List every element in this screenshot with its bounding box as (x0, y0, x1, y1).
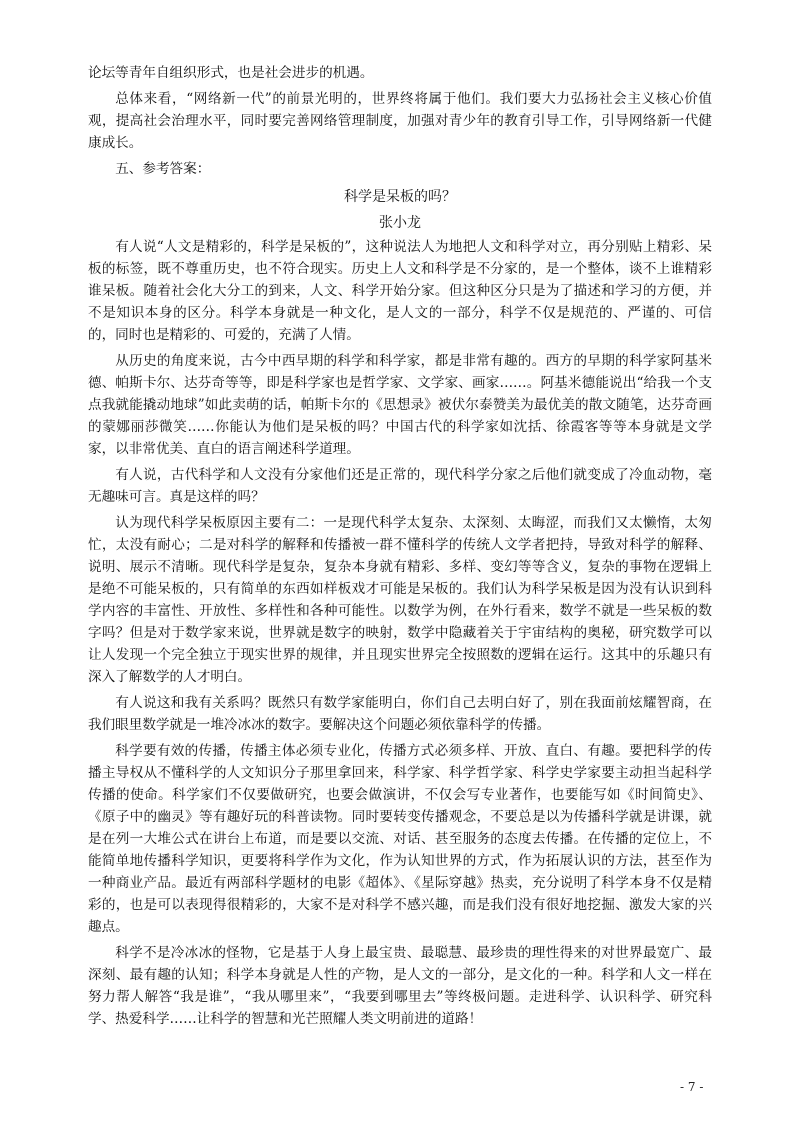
essay-paragraph: 有人说，古代科学和人文没有分家他们还是正常的，现代科学分家之后他们就变成了冷血动物，毫无趣味可言。真是这样的吗？ (88, 467, 712, 505)
page-number: - 7 - (680, 1080, 704, 1094)
essay-author: 张小龙 (379, 215, 421, 231)
opening-paragraph: 论坛等青年自组织形式，也是社会进步的机遇。 (88, 65, 374, 81)
essay-paragraph: 科学不是冷冰冰的怪物，它是基于人身上最宝贵、最聪慧、最珍贵的理性得来的对世界最宽广、最深刻、最有趣的认知；科学本身就是人性的产物，是人文的一部分，是文化的一种。科学和人文一样在努力帮人解答“我是谁”，“我从哪里来”，“我要到哪里去”等终极问题。走进科学、认识科学、研究科学、热爱科学……让科学的智慧和光芒照耀人类文明前进的道路！ (88, 945, 712, 1027)
essay-title: 科学是呆板的吗？ (344, 189, 456, 205)
essay-paragraph: 认为现代科学呆板原因主要有二：一是现代科学太复杂、太深刻、太晦涩，而我们又太懒惰，太匆忙，太没有耐心；二是对科学的解释和传播被一群不懂科学的传统人文学者把持，导致对科学的解释、说明、展示不清晰。现代科学是复杂，复杂本身就有精彩、多样、变幻等等含义，复杂的事物在逻辑上是绝不可能呆板的，只有简单的东西如样板戏才可能是呆板的。我们认为科学呆板是因为没有认识到科学内容的丰富性、开放性、多样性和各种可能性。以数学为例，在外行看来，数学不就是一些呆板的数字吗？但是对于数学家来说，世界就是数字的映射，数学中隐藏着关于宇宙结构的奥秘，研究数学可以让人发现一个完全独立于现实世界的规律，并且现实世界完全按照数的逻辑在运行。这其中的乐趣只有深入了解数学的人才明白。 (88, 515, 712, 685)
essay-paragraph: 有人说这和我有关系吗？既然只有数学家能明白，你们自己去明白好了，别在我面前炫耀智商，在我们眼里数学就是一堆冷冰冰的数字。要解决这个问题必须依靠科学的传播。 (88, 695, 712, 733)
essay-paragraph: 科学要有效的传播，传播主体必须专业化，传播方式必须多样、开放、直白、有趣。要把科学的传播主导权从不懂科学的人文知识分子那里拿回来，科学家、科学哲学家、科学史学家要主动担当起科学传播的使命。科学家们不仅要做研究，也要会做演讲，不仅会写专业著作，也要能写如《时间简史》、《原子中的幽灵》等有趣好玩的科普读物。同时要转变传播观念，不要总是以为传播科学就是讲课，就是在列一大堆公式在讲台上布道，而是要以交流、对话、甚至服务的态度去传播。在传播的定位上，不能简单地传播科学知识，更要将科学作为文化，作为认知世界的方式，作为拓展认识的方法，甚至作为一种商业产品。最近有两部科学题材的电影《超体》、《星际穿越》热卖，充分说明了科学本身不仅是精彩的，也是可以表现得很精彩的，大家不是对科学不感兴趣，而是我们没有很好地挖掘、激发大家的兴趣点。 (88, 743, 712, 935)
essay-paragraph: 从历史的角度来说，古今中西早期的科学和科学家，都是非常有趣的。西方的早期的科学家阿基米德、帕斯卡尔、达芬奇等等，即是科学家也是哲学家、文学家、画家……。阿基米德能说出“给我一个支点我就能撬动地球”如此卖萌的话，帕斯卡尔的《思想录》被伏尔泰赞美为最优美的散文随笔，达芬奇画的蒙娜丽莎微笑……你能认为他们是呆板的吗？中国古代的科学家如沈括、徐霞客等等本身就是文学家，以非常优美、直白的语言阐述科学道理。 (88, 353, 712, 457)
essay-paragraph: 有人说“人文是精彩的，科学是呆板的”，这种说法人为地把人文和科学对立，再分别贴上精彩、呆板的标签，既不尊重历史，也不符合现实。历史上人文和科学是不分家的，是一个整体，谈不上谁精彩谁呆板。随着社会化大分工的到来，人文、科学开始分家。但这种区分只是为了描述和学习的方便，并不是知识本身的区分。科学本身就是一种文化，是人文的一部分，科学不仅是规范的、严谨的、可信的，同时也是精彩的、可爱的，充满了人情。 (88, 239, 712, 343)
section-heading: 五、参考答案： (115, 161, 211, 177)
document-body (88, 62, 712, 1034)
opening-paragraph: 总体来看，“网络新一代”的前景光明的，世界终将属于他们。我们要大力弘扬社会主义核心价值观，提高社会治理水平，同时要完善网络管理制度，加强对青少年的教育引导工作，引导网络新一代健康成长。 (88, 91, 712, 151)
